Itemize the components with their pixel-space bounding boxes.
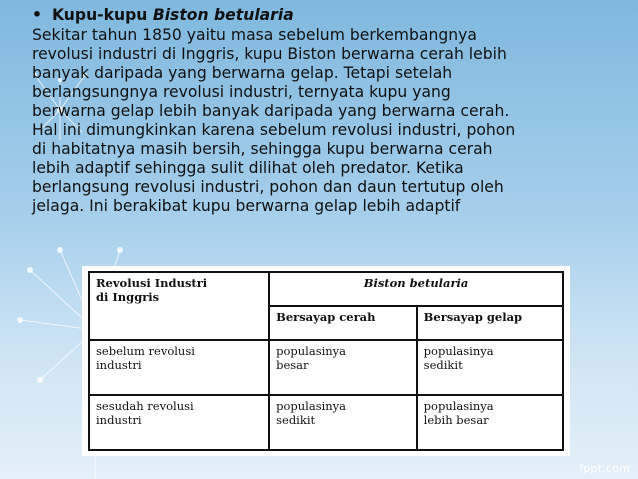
slide-paragraph (32, 26, 622, 216)
cell-line: sesudah revolusi (96, 398, 194, 413)
paragraph-line: banyak daripada yang berwarna gelap. Tetapi setelah (32, 64, 453, 82)
comparison-table-image (82, 266, 570, 456)
paragraph-line: Sekitar tahun 1850 yaitu masa sebelum berkembangnya (32, 26, 477, 44)
cell-cerah (269, 340, 417, 395)
cell-line: besar (276, 357, 309, 372)
cell-line: populasinya (423, 398, 494, 413)
paragraph-line: berlangsung revolusi industri, pohon dan daun tertutup oleh (32, 178, 504, 196)
cell-line: populasinya (276, 398, 347, 413)
paragraph-line: lebih adaptif sehingga sulit dilihat oleh predator. Ketika (32, 159, 464, 177)
cell-gelap (417, 340, 563, 395)
paragraph-line: Hal ini dimungkinkan karena sebelum revolusi industri, pohon (32, 121, 516, 139)
table-row (89, 340, 563, 395)
row-label (89, 340, 269, 395)
heading-plain: Kupu-kupu (52, 6, 153, 24)
slide-body (32, 6, 622, 216)
paragraph-line: berwarna gelap lebih banyak daripada yang berwarna cerah. (32, 102, 510, 120)
cell-line: industri (96, 357, 142, 372)
bullet-symbol: • (32, 6, 42, 24)
paragraph-line: di habitatnya masih bersih, sehingga kupu berwarna cerah (32, 140, 493, 158)
paragraph-line: revolusi industri di Inggris, kupu Biston berwarna cerah lebih (32, 45, 507, 63)
slide-heading (32, 6, 622, 25)
header-line: di Inggris (96, 290, 160, 304)
table-header-row (89, 272, 563, 306)
cell-line: populasinya (276, 343, 347, 358)
cell-line: sedikit (423, 357, 463, 372)
watermark: fppt.com (579, 462, 630, 475)
header-bersayap-gelap: Bersayap gelap (417, 306, 563, 340)
header-revolusi-industri (89, 272, 269, 340)
cell-line: lebih besar (423, 412, 489, 427)
header-species: Biston betularia (269, 272, 563, 306)
paragraph-line: jelaga. Ini berakibat kupu berwarna gelap lebih adaptif (32, 197, 461, 215)
cell-line: sedikit (276, 412, 316, 427)
cell-gelap (417, 395, 563, 450)
cell-cerah (269, 395, 417, 450)
comparison-table (88, 271, 564, 451)
cell-line: sebelum revolusi (96, 343, 195, 358)
header-line: Revolusi Industri (96, 276, 208, 290)
cell-line: industri (96, 412, 142, 427)
heading-species: Biston betularia (152, 6, 294, 24)
paragraph-line: berlangsungnya revolusi industri, ternyata kupu yang (32, 83, 451, 101)
row-label (89, 395, 269, 450)
cell-line: populasinya (423, 343, 494, 358)
header-bersayap-cerah: Bersayap cerah (269, 306, 417, 340)
table-row (89, 395, 563, 450)
